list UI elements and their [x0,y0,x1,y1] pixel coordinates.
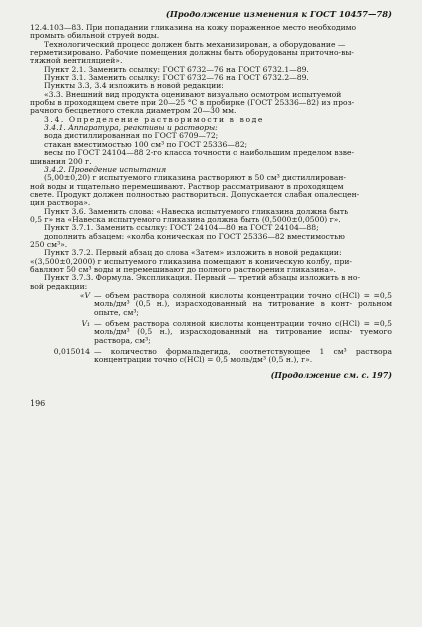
text-line: 250 см³». [30,239,68,249]
definition-item [30,320,392,345]
text-line: Пункт 3.1. Заменить ссылку: ГОСТ 6732—76 на ГОСТ 6732.2—89. [44,73,309,83]
text-line: «(3,500±0,2000) г испытуемого гликазина помещают в коническую колбу, при- [30,256,352,266]
text-line: Пункт 3.7.2. Первый абзац до слова «Затем» изложить в новой редакции: [44,248,342,258]
text-line: промыть обильной струей воды. [30,31,160,41]
text-line: ной воды и тщательно перемешивают. Раствор рассматривают в проходящем [30,181,344,191]
text-line: Пункт 3.7.3. Формула. Экспликация. Первый — третий абзацы изложить в но- [44,273,361,283]
definition-text: — количество формальдегида, соответствующее 1 см³ раствора концентрации точно c(HCl) = 0,5 моль/дм³ (0,5 н.), г». [94,347,392,365]
definition-text: — объем раствора соляной кислоты концентрации точно c(HCl) = =0,5 моль/дм³ (0,5 н.), израсходованный на титрование испы- туемого раствора, см³; [94,319,392,345]
definitions-list [30,292,392,365]
definition-symbol: «V [79,291,90,300]
subsection-heading: 3.4.1. Аппаратура, реактивы и растворы: [44,123,218,133]
text-line: рачного бесцветного стекла диаметром 20—30 мм. [30,106,237,116]
text-line: дополнить абзацем: «колба коническая по ГОСТ 25336—82 вместимостью [44,231,345,241]
definition-item [30,348,392,365]
text-line: 0,5 г» на «Навеска испытуемого гликазина должна быть (0,5000±0,0500) г». [30,214,341,224]
page-header: (Продолжение изменения к ГОСТ 10457—78) [165,9,392,19]
text-line: «3.3. Внешний вид продукта оценивают визуально осмотром испытуемой [44,89,342,99]
text-line: пробы в проходящем свете при 20—25 °С в пробирке (ГОСТ 25336—82) из проз- [30,98,355,108]
text-line: шивания 200 г. [30,156,92,166]
text-line: вой редакции: [30,281,88,291]
definition-item [30,292,392,317]
text-line: Пункт 3.7.1. Заменить ссылку: ГОСТ 24104—80 на ГОСТ 24104—88; [44,223,319,233]
text-line: Пункты 3.3, 3.4 изложить в новой редакции: [44,81,224,91]
text-line: ция раствора». [30,198,91,208]
definition-symbol: 0,015014 [53,347,90,357]
subsection-heading: 3.4.2. Проведение испытания [44,164,167,174]
text-line: весы по ГОСТ 24104—88 2-го класса точности с наибольшим пределом взве- [44,148,355,158]
text-line: герметизировано. Рабочие помещения должны быть оборудованы приточно-вы- [30,48,354,58]
text-line: бавляют 50 см³ воды и перемешивают до полного растворения гликазина». [30,264,336,274]
text-line: Технологический процесс должен быть механизирован, а оборудование — [44,39,346,49]
text-line: вода дистиллированная по ГОСТ 6709—72; [44,131,219,141]
text-line: стакан вместимостью 100 см³ по ГОСТ 25336—82; [44,139,248,149]
definition-text: — объем раствора соляной кислоты концентрации точно c(HCl) = =0,5 моль/дм³ (0,5 н.), израсходованный на титрование в конт- рольном опыте, см³; [94,291,392,317]
section-heading: 3.4. Определение растворимости в воде [44,114,264,124]
text-line: Пункт 3.6. Заменить слова: «Навеска испытуемого гликазина должна быть [44,206,349,216]
text-line: (5,00±0,20) г испытуемого гликазина растворяют в 50 см³ дистиллирован- [44,173,347,183]
definition-symbol: V₁ [81,319,90,329]
continuation-note: (Продолжение см. с. 197) [270,370,392,380]
text-line: свете. Продукт должен полностью раствориться. Допускается слабая опалесцен- [30,189,360,199]
text-line: Пункт 2.1. Заменить ссылку: ГОСТ 6732—76 на ГОСТ 6732.1—89. [44,64,309,74]
text-line: 12.4.103—83. При попадании гликазина на кожу пораженное место необходимо [30,23,357,32]
text-line: тяжной вентиляцией». [30,56,123,66]
page-number: 196 [30,398,46,408]
